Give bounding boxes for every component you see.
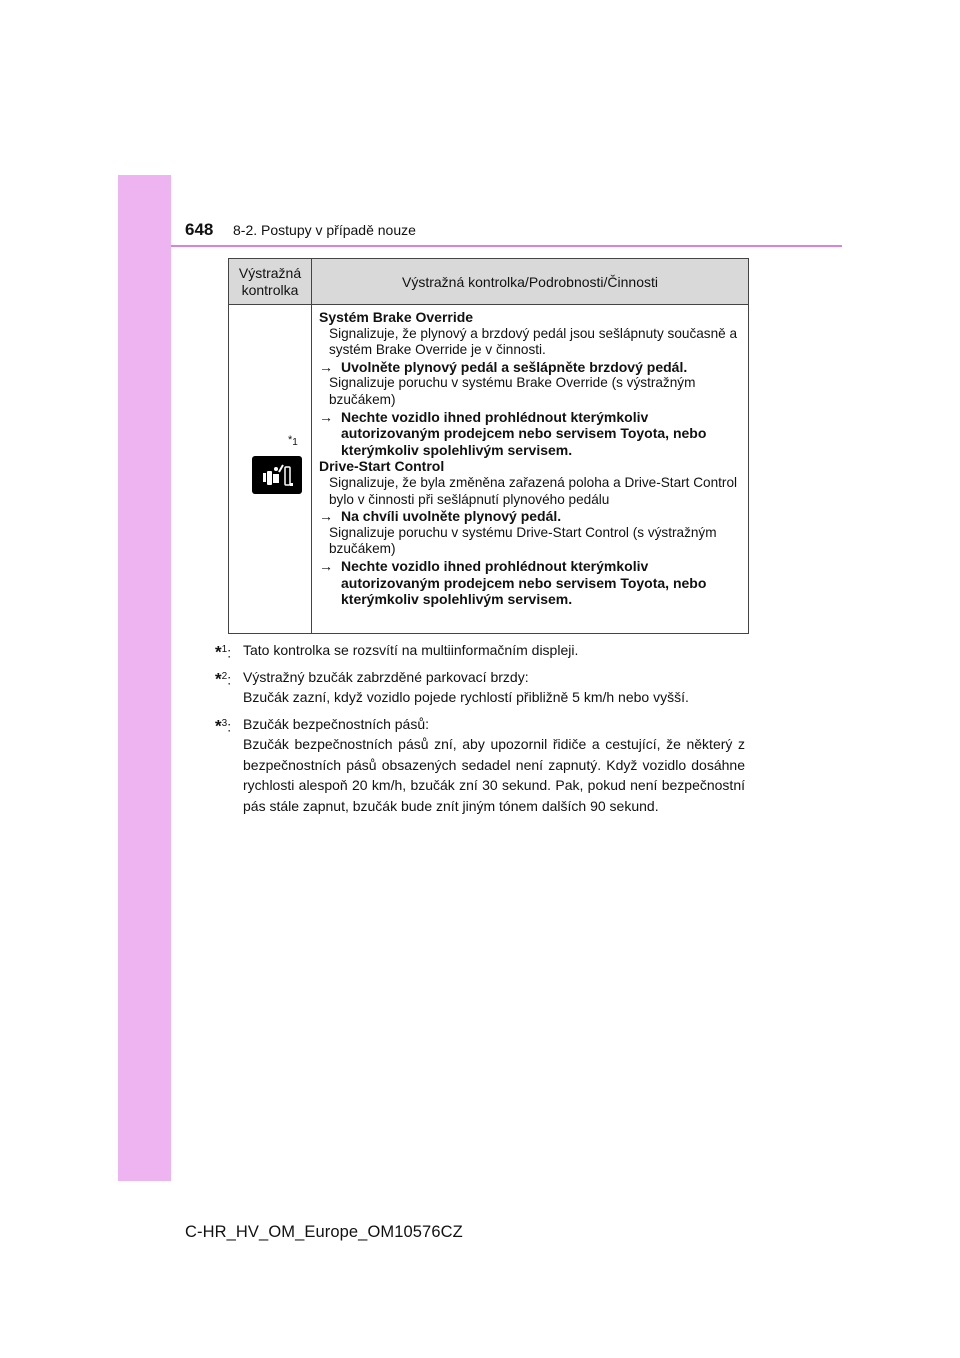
footnote-colon: :	[227, 644, 232, 661]
block1-action	[319, 359, 744, 376]
footnote-colon: :	[227, 671, 232, 688]
footnote-number: 1	[221, 644, 228, 655]
block1-action-2-text: Nechte vozidlo ihned prohlédnout kterýmkoliv autorizovaným prodejcem nebo servisem Toyota, nebo kterýmkoliv spolehlivým servisem.	[341, 408, 707, 458]
document-id: C-HR_HV_OM_Europe_OM10576CZ	[185, 1223, 463, 1241]
block2-action-text: Na chvíli uvolněte plynový pedál.	[341, 508, 562, 525]
footnote-ref	[288, 434, 298, 448]
footnote-3	[215, 714, 745, 817]
block1-action-text: Uvolněte plynový pedál a sešlápněte brzdový pedál.	[341, 358, 688, 375]
footnote-3-text-2: Bzučák bezpečnostních pásů zní, aby upozornil řidiče a cestující, že některý z bezpečnostních pásů obsazených sedadel není zapnutý. Když vozidlo dosáhne rychlosti alespoň 20 km/h, bzučák zní 30 sekund. Pak, pokud není bezpečnostní pás stále zapnut, bzučák bude znít jiným tónem dalších 90 sekund.	[243, 736, 745, 814]
block2-title: Drive-Start Control	[319, 458, 445, 475]
footnote-2-text-2: Bzučák zazní, když vozidlo pojede rychlostí přibližně 5 km/h nebo vyšší.	[243, 689, 689, 705]
footnote-star: *	[215, 669, 222, 689]
block2-action-2	[319, 558, 744, 608]
col-header-details: Výstražná kontrolka/Podrobnosti/Činnosti	[401, 273, 659, 290]
block1-description: Signalizuje, že plynový a brzdový pedál jsou sešlápnuty současně a systém Brake Override je v činnosti.	[329, 325, 738, 358]
footnote-colon: :	[227, 718, 232, 735]
page-number: 648	[185, 220, 214, 239]
footnote-number: 2	[221, 670, 228, 682]
warning-light-table	[228, 258, 749, 634]
details-cell	[319, 309, 744, 608]
footnote-1-text: Tato kontrolka se rozsvítí na multiinformačním displeji.	[243, 642, 579, 658]
column-divider	[311, 304, 312, 633]
section-title: 8-2. Postupy v případě nouze	[233, 222, 416, 238]
arrow-icon: →	[319, 557, 333, 574]
header-rule	[171, 245, 842, 247]
col-header-warning-light: Výstražná kontrolka	[229, 259, 312, 304]
footnote-ref-number: 1	[292, 437, 298, 448]
footnotes	[215, 640, 745, 822]
block2-description: Signalizuje, že byla změněna zařazená poloha a Drive-Start Control bylo v činnosti při sešlápnutí plynového pedálu	[329, 474, 738, 507]
footnote-2-text: Výstražný bzučák zabrzděné parkovací brzdy:	[243, 668, 529, 685]
footnote-ref-star: *	[288, 434, 293, 446]
block2-action-2-text: Nechte vozidlo ihned prohlédnout kterýmkoliv autorizovaným prodejcem nebo servisem Toyota, nebo kterýmkoliv spolehlivým servisem.	[341, 557, 707, 608]
footnote-number: 3	[221, 717, 228, 729]
footnote-2	[215, 667, 745, 708]
block1-title: Systém Brake Override	[319, 309, 474, 325]
footnote-3-marker	[215, 714, 231, 737]
block1-action-2	[319, 409, 744, 459]
brake-override-warning-icon-graphic	[252, 456, 302, 494]
arrow-icon: →	[319, 508, 333, 525]
footnote-1-marker	[215, 640, 231, 663]
footnote-star: *	[215, 716, 222, 736]
footnote-2-marker	[215, 667, 231, 690]
footnote-1	[215, 640, 745, 661]
block2-action	[319, 508, 744, 525]
side-tab-band	[118, 175, 171, 1181]
arrow-icon: →	[319, 408, 333, 425]
arrow-icon: →	[319, 358, 333, 375]
block1-description-2: Signalizuje poruchu v systému Brake Override (s výstražným bzučákem)	[329, 375, 696, 407]
table-header	[229, 259, 748, 305]
block2-description-2: Signalizuje poruchu v systému Drive-Start Control (s výstražným bzučákem)	[329, 524, 717, 557]
brake-override-warning-icon	[252, 456, 302, 494]
footnote-3-text: Bzučák bezpečnostních pásů:	[243, 715, 430, 732]
footnote-star: *	[215, 642, 222, 662]
